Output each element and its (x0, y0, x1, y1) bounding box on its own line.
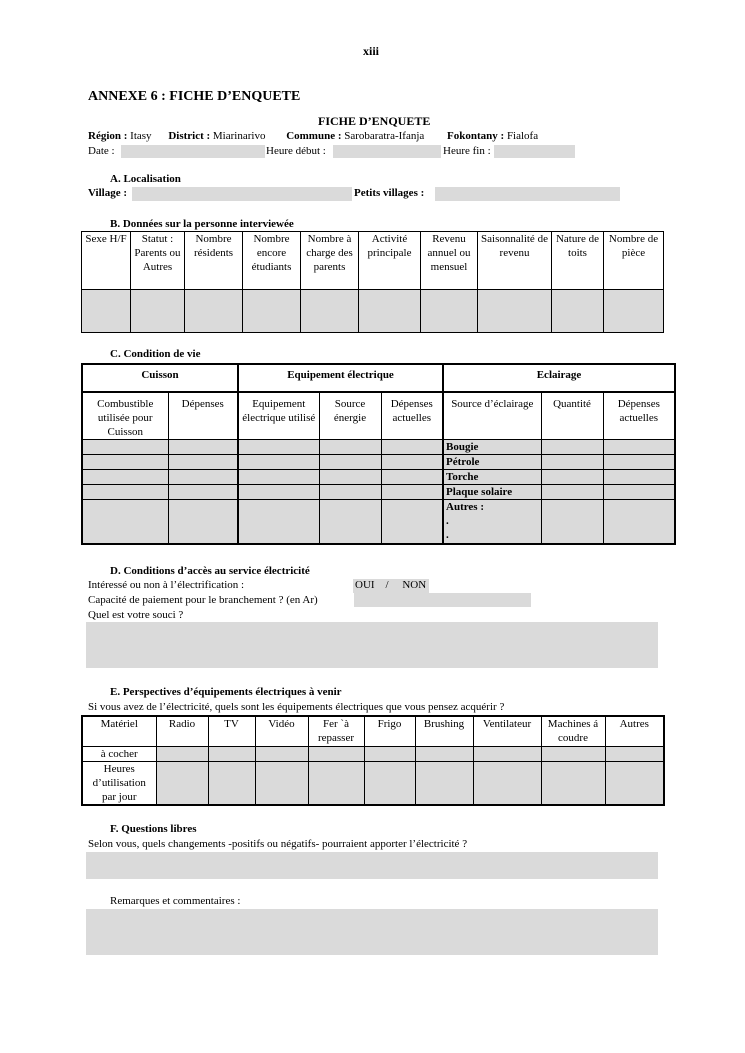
col-lighting-source: Source d’éclairage (443, 392, 541, 440)
input-cell[interactable] (541, 500, 603, 544)
input-cell[interactable] (82, 470, 168, 485)
col-dependents: Nombre à charge des parents (301, 232, 359, 290)
col-energy-source: Source énergie (319, 392, 381, 440)
end-time-label: Heure fin : (443, 145, 491, 157)
row-check: à cocher (82, 746, 156, 761)
col-lighting-expenses: Dépenses actuelles (603, 392, 675, 440)
hours-cell[interactable] (208, 761, 255, 805)
input-cell[interactable] (541, 440, 603, 455)
village-field[interactable] (132, 187, 352, 201)
col-status: Statut : Parents ou Autres (131, 232, 185, 290)
input-cell[interactable] (603, 455, 675, 470)
checkbox-cell[interactable] (541, 746, 605, 761)
input-cell[interactable] (603, 440, 675, 455)
input-cell[interactable] (603, 500, 675, 544)
future-equipment-table (81, 715, 665, 806)
concern-field[interactable] (86, 622, 658, 668)
col-sex: Sexe H/F (82, 232, 131, 290)
col-fridge: Frigo (364, 716, 415, 746)
page-number: xiii (363, 44, 380, 58)
living-conditions-table (81, 363, 676, 545)
col-roof: Nature de toits (552, 232, 604, 290)
input-cell[interactable] (319, 485, 381, 500)
input-cell[interactable] (243, 290, 301, 333)
date-label: Date : (88, 145, 115, 157)
payment-question: Capacité de paiement pour le branchement ? (en Ar) (88, 594, 318, 606)
changes-field[interactable] (86, 852, 658, 879)
input-cell[interactable] (82, 440, 168, 455)
checkbox-cell[interactable] (605, 746, 664, 761)
input-cell[interactable] (478, 290, 552, 333)
col-equipment: Equipement électrique utilisé (238, 392, 319, 440)
col-tv: TV (208, 716, 255, 746)
col-material: Matériel (82, 716, 156, 746)
col-activity: Activité principale (359, 232, 421, 290)
lighting-source-other (443, 500, 541, 544)
remarks-field[interactable] (86, 909, 658, 955)
input-cell[interactable] (301, 290, 359, 333)
other-line-1: . (446, 515, 449, 527)
input-cell[interactable] (319, 500, 381, 544)
col-cooking-expenses: Dépenses (168, 392, 238, 440)
lighting-source-candle: Bougie (443, 440, 541, 455)
interest-question: Intéressé ou non à l’électrification : (88, 579, 245, 591)
input-cell[interactable] (552, 290, 604, 333)
group-electrical: Equipement électrique (238, 364, 443, 392)
lighting-source-kerosene: Pétrole (443, 455, 541, 470)
col-rooms: Nombre de pièce (604, 232, 664, 290)
form-title: FICHE D’ENQUETE (318, 114, 431, 128)
input-cell[interactable] (319, 470, 381, 485)
col-cooking-fuel: Combustible utilisée pour Cuisson (82, 392, 168, 440)
end-time-field[interactable] (494, 145, 575, 158)
input-cell[interactable] (168, 470, 238, 485)
hours-cell[interactable] (255, 761, 308, 805)
input-cell[interactable] (168, 500, 238, 544)
hours-cell[interactable] (605, 761, 664, 805)
annex-title: ANNEXE 6 : FICHE D’ENQUETE (88, 89, 301, 104)
input-cell[interactable] (168, 440, 238, 455)
input-cell[interactable] (238, 470, 319, 485)
row-hours: Heures d’utilisation par jour (82, 761, 156, 805)
checkbox-cell[interactable] (415, 746, 473, 761)
payment-field[interactable] (354, 593, 531, 607)
checkbox-cell[interactable] (308, 746, 364, 761)
hours-cell[interactable] (156, 761, 208, 805)
lighting-source-solar: Plaque solaire (443, 485, 541, 500)
commune-value: Sarobaratra-Ifanja (344, 130, 425, 142)
input-cell[interactable] (82, 485, 168, 500)
hours-cell[interactable] (364, 761, 415, 805)
concern-question: Quel est votre souci ? (88, 609, 184, 621)
section-e-title: E. Perspectives d’équipements électriques à venir (110, 686, 342, 698)
input-cell[interactable] (238, 455, 319, 470)
date-field[interactable] (121, 145, 265, 158)
input-cell[interactable] (238, 500, 319, 544)
start-time-label: Heure début : (266, 145, 326, 157)
col-video: Vidéo (255, 716, 308, 746)
input-cell[interactable] (603, 485, 675, 500)
section-f-title: F. Questions libres (110, 823, 197, 835)
small-villages-label: Petits villages : (354, 187, 425, 199)
start-time-field[interactable] (333, 145, 441, 158)
input-cell[interactable] (319, 440, 381, 455)
changes-question: Selon vous, quels changements -positifs ou négatifs- pourraient apporter l’électricité ? (88, 838, 468, 850)
checkbox-cell[interactable] (156, 746, 208, 761)
group-lighting: Eclairage (443, 364, 675, 392)
col-iron: Fer `à repasser (308, 716, 364, 746)
header-line (88, 130, 538, 142)
col-residents: Nombre résidents (185, 232, 243, 290)
fokontany-label: Fokontany : (447, 130, 505, 142)
hours-cell[interactable] (308, 761, 364, 805)
input-cell[interactable] (319, 455, 381, 470)
input-cell[interactable] (381, 470, 443, 485)
region-value: Itasy (130, 130, 152, 142)
region-label: Région : (88, 130, 128, 142)
input-cell[interactable] (604, 290, 664, 333)
input-cell[interactable] (168, 485, 238, 500)
input-cell[interactable] (541, 485, 603, 500)
input-cell[interactable] (421, 290, 478, 333)
section-b-title: B. Données sur la personne interviewée (110, 218, 294, 230)
col-radio: Radio (156, 716, 208, 746)
other-label: Autres : (446, 501, 484, 513)
fokontany-value: Fialofa (506, 130, 539, 142)
village-label: Village : (88, 187, 127, 199)
col-others: Autres (605, 716, 664, 746)
col-quantity: Quantité (541, 392, 603, 440)
section-d-title: D. Conditions d’accès au service électricité (110, 565, 310, 577)
equipment-question: Si vous avez de l’électricité, quels sont les équipements électriques que vous pensez acquérir ? (88, 701, 505, 713)
input-cell[interactable] (82, 290, 131, 333)
district-label: District : (168, 130, 211, 142)
commune-label: Commune : (286, 130, 342, 142)
input-cell[interactable] (131, 290, 185, 333)
input-cell[interactable] (168, 455, 238, 470)
checkbox-cell[interactable] (208, 746, 255, 761)
interviewee-table (81, 231, 664, 333)
input-cell[interactable] (381, 485, 443, 500)
hours-cell[interactable] (415, 761, 473, 805)
remarks-label: Remarques et commentaires : (110, 895, 241, 907)
input-cell[interactable] (359, 290, 421, 333)
input-cell[interactable] (82, 500, 168, 544)
input-cell[interactable] (238, 440, 319, 455)
input-cell[interactable] (381, 440, 443, 455)
input-cell[interactable] (185, 290, 243, 333)
col-fan: Ventilateur (473, 716, 541, 746)
col-income: Revenu annuel ou mensuel (421, 232, 478, 290)
hours-cell[interactable] (473, 761, 541, 805)
section-a-title: A. Localisation (110, 173, 181, 185)
hours-cell[interactable] (541, 761, 605, 805)
checkbox-cell[interactable] (255, 746, 308, 761)
other-line-2: . (446, 529, 449, 541)
input-cell[interactable] (238, 485, 319, 500)
input-cell[interactable] (541, 455, 603, 470)
input-cell[interactable] (381, 455, 443, 470)
input-cell[interactable] (381, 500, 443, 544)
col-sewing-machine: Machines á coudre (541, 716, 605, 746)
col-seasonality: Saisonnalité de revenu (478, 232, 552, 290)
input-cell[interactable] (541, 470, 603, 485)
district-value: Miarinarivo (212, 130, 266, 142)
col-equipment-expenses: Dépenses actuelles (381, 392, 443, 440)
interest-options: OUI / NON (355, 579, 427, 591)
group-cooking: Cuisson (82, 364, 238, 392)
section-c-title: C. Condition de vie (110, 348, 201, 360)
input-cell[interactable] (603, 470, 675, 485)
lighting-source-torch: Torche (443, 470, 541, 485)
checkbox-cell[interactable] (364, 746, 415, 761)
input-cell[interactable] (82, 455, 168, 470)
col-students: Nombre encore étudiants (243, 232, 301, 290)
checkbox-cell[interactable] (473, 746, 541, 761)
small-villages-field[interactable] (435, 187, 620, 201)
col-hairdryer: Brushing (415, 716, 473, 746)
